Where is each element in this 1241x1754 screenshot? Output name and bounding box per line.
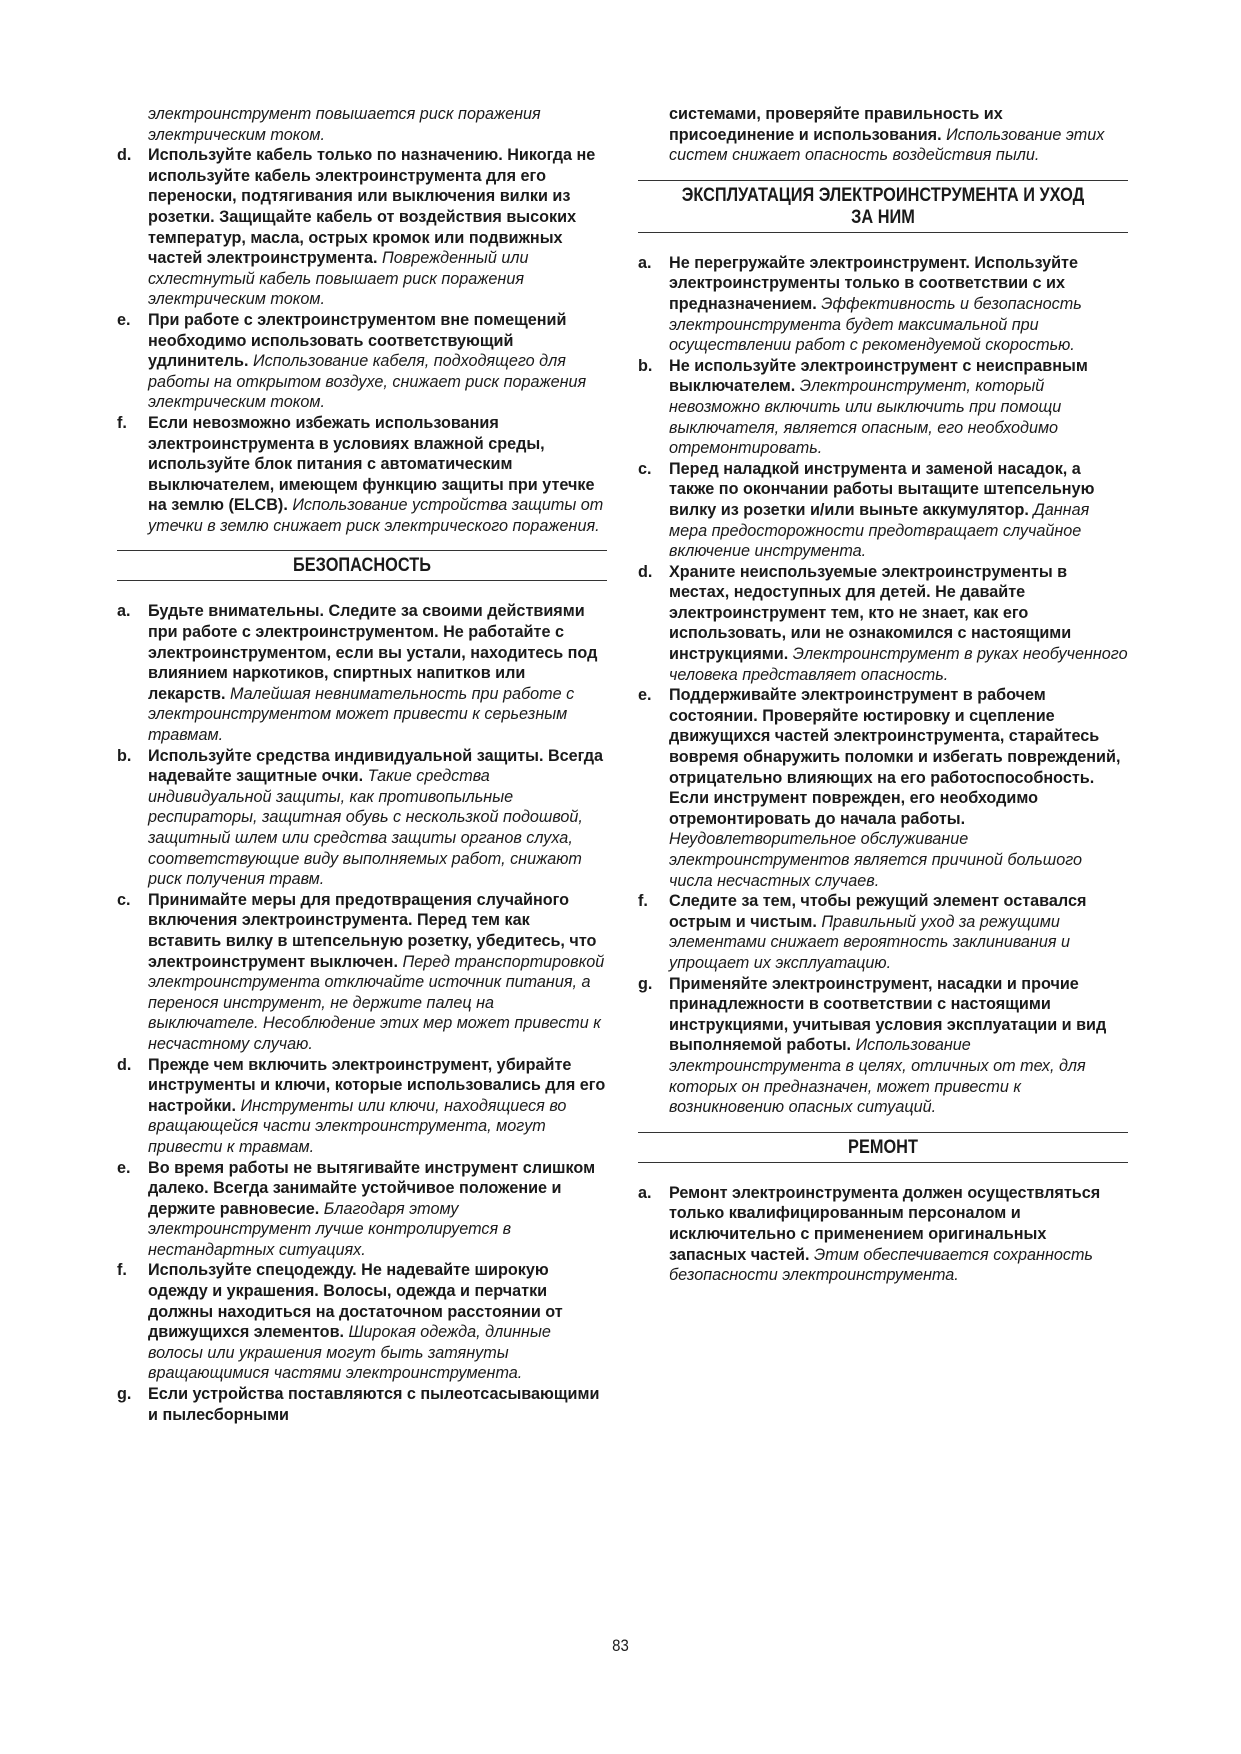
- list-item: [117, 1055, 607, 1158]
- item-letter: f.: [117, 413, 127, 432]
- right-column: [638, 104, 1128, 1286]
- continuation-text: электроинструмент повышается риск поражения электрическим током.: [148, 105, 541, 144]
- list-item: [117, 310, 607, 413]
- list-item: [117, 413, 607, 537]
- item-instruction: Используйте спецодежду. Не надевайте широкую одежду и украшения. Волосы, одежда и перчатки должны находиться на достаточном расстоянии от движущихся элементов.: [148, 1261, 563, 1342]
- item-letter: d.: [117, 146, 132, 165]
- item-letter: f.: [117, 1261, 127, 1280]
- continuation-block: [638, 104, 1128, 166]
- item-explanation: Инструменты или ключи, находящиеся во вращающейся части электроинструмента, могут привести к травмам.: [148, 1096, 567, 1156]
- item-instruction: Храните неиспользуемые электроинструменты в местах, недоступных для детей. Не давайте электроинструмент тем, кто не знает, как его использовать, или не ознакомился с настоящими инструкциями.: [669, 562, 1072, 664]
- section-header: [117, 550, 607, 581]
- item-explanation: Электроинструмент в руках необученного человека представляет опасность.: [669, 645, 1128, 684]
- list-item: [117, 145, 607, 310]
- item-instruction: Применяйте электроинструмент, насадки и прочие принадлежности в соответствии с настоящими инструкциями, учитывая условия эксплуатации и вид выполняемой работы.: [669, 974, 1107, 1055]
- item-instruction: Не перегружайте электроинструмент. Используйте электроинструменты только в соответствии с их предназначением.: [669, 253, 1078, 313]
- item-letter: g.: [638, 974, 653, 993]
- item-instruction: Во время работы не вытягивайте инструмент слишком далеко. Всегда занимайте устойчивое положение и держите равновесие.: [148, 1158, 596, 1218]
- item-letter: g.: [117, 1385, 132, 1404]
- item-explanation: Эффективность и безопасность электроинструмента будет максимальной при осуществлении работ с рекомендуемой скоростью.: [669, 294, 1082, 355]
- item-explanation: Широкая одежда, длинные волосы или украшения могут быть затянуты вращающимися частями электроинструмента.: [148, 1323, 551, 1383]
- section-title: ЭКСПЛУАТАЦИЯ ЭЛЕКТРОИНСТРУМЕНТА И УХОД ЗА НИМ: [681, 184, 1085, 228]
- item-letter: e.: [117, 1158, 131, 1177]
- list-item: [117, 1260, 607, 1384]
- list-item: [638, 562, 1128, 686]
- item-letter: c.: [638, 459, 652, 478]
- repair-items: [638, 1183, 1128, 1286]
- continuation-bold: системами, проверяйте правильность их присоединение и использования.: [669, 105, 1003, 144]
- item-letter: a.: [638, 253, 652, 272]
- section-title: РЕМОНТ: [848, 1136, 918, 1158]
- item-instruction: Перед наладкой инструмента и заменой насадок, а также по окончании работы вытащите штепсельную вилку из розетки и/или выньте аккумулятор.: [669, 459, 1095, 519]
- section-header: [638, 180, 1128, 233]
- item-instruction: Будьте внимательны. Следите за своими действиями при работе с электроинструментом. Не работайте с электроинструментом, если вы устали, находитесь под влиянием наркотиков, спиртных напитков или лекарств.: [148, 602, 598, 703]
- list-item: [117, 1158, 607, 1261]
- page-number: 83: [612, 1636, 629, 1655]
- left-top-items: [117, 145, 607, 536]
- item-instruction: Прежде чем включить электроинструмент, убирайте инструменты и ключи, которые использовались для его настройки.: [148, 1055, 606, 1115]
- item-instruction: Принимайте меры для предотвращения случайного включения электроинструмента. Перед тем как вставить вилку в штепсельную розетку, убедитесь, что электроинструмент выключен.: [148, 890, 597, 971]
- item-explanation: Использование кабеля, подходящего для работы на открытом воздухе, снижает риск поражения электрическим током.: [148, 352, 587, 412]
- item-letter: d.: [638, 562, 653, 581]
- left-column: [117, 104, 607, 1425]
- list-item: [638, 459, 1128, 562]
- item-explanation: Малейшая невнимательность при работе с электроинструментом может привести к серьезным травмам.: [148, 684, 575, 745]
- item-letter: e.: [117, 310, 131, 329]
- item-explanation: Перед транспортировкой электроинструмента отключайте источник питания, а перенося инструмент, не держите палец на выключателе. Несоблюдение этих мер может привести к несчастному случаю.: [148, 952, 605, 1053]
- list-item: [638, 891, 1128, 973]
- item-letter: a.: [638, 1183, 652, 1202]
- item-instruction: При работе с электроинструментом вне помещений необходимо использовать соответствующий удлинитель.: [148, 310, 567, 371]
- item-explanation: Неудовлетворительное обслуживание электроинструментов является причиной большого числа несчастных случаев.: [669, 830, 1083, 890]
- item-instruction: Если устройства поставляются с пылеотсасывающими и пылесборными: [148, 1385, 600, 1424]
- left-safety-items: [117, 601, 607, 1425]
- item-letter: a.: [117, 602, 131, 621]
- item-letter: d.: [117, 1055, 132, 1074]
- list-item: [638, 974, 1128, 1118]
- list-item: [638, 356, 1128, 459]
- item-letter: b.: [638, 356, 653, 375]
- list-item: [117, 746, 607, 890]
- item-instruction: Если невозможно избежать использования электроинструмента в условиях влажной среды, используйте блок питания с автоматическим выключателем, имеющем функцию защиты при утечке на землю (ELCB).: [148, 413, 595, 515]
- item-instruction: Используйте кабель только по назначению. Никогда не используйте кабель электроинструмента для его переноски, подтягивания или выключения вилки из розетки. Защищайте кабель от воздействия высоких температур, масла, острых кромок или подвижных частей электроинструмента.: [148, 146, 596, 268]
- item-instruction: Ремонт электроинструмента должен осуществляться только квалифицированным персоналом и исключительно с применением оригинальных запасных частей.: [669, 1183, 1101, 1264]
- item-explanation: Благодаря этому электроинструмент лучше контролируется в нестандартных ситуациях.: [148, 1199, 512, 1259]
- item-explanation: Правильный уход за режущими элементами снижает вероятность заклинивания и упрощает их эксплуатацию.: [669, 912, 1070, 972]
- item-instruction: Поддерживайте электроинструмент в рабочем состоянии. Проверяйте юстировку и сцепление движущихся частей электроинструмента, старайтесь вовремя обнаружить поломки и избегать повреждений, отрицательно влияющих на его работоспособность. Если инструмент поврежден, его необходимо отремонтировать до начала работы.: [669, 686, 1121, 828]
- item-explanation: Такие средства индивидуальной защиты, как противопыльные респираторы, защитная обувь с нескользкой подошвой, защитный шлем или средства защиты органов слуха, соответствующие виду выполняемых работ, снижают риск получения травм.: [148, 767, 583, 889]
- item-instruction: Используйте средства индивидуальной защиты. Всегда надевайте защитные очки.: [148, 746, 604, 786]
- list-item: [117, 890, 607, 1055]
- item-letter: b.: [117, 746, 132, 765]
- list-item: [638, 1183, 1128, 1286]
- item-explanation: Данная мера предосторожности предотвращает случайное включение инструмента.: [669, 500, 1090, 561]
- item-explanation: Использование устройства защиты от утечки в землю снижает риск электрического поражения.: [148, 496, 604, 535]
- item-explanation: Поврежденный или схлестнутый кабель повышает риск поражения электрическим током.: [148, 249, 529, 309]
- section-header: [638, 1132, 1128, 1163]
- item-letter: c.: [117, 890, 131, 909]
- item-explanation: Этим обеспечивается сохранность безопасности электроинструмента.: [669, 1245, 1093, 1285]
- list-item: [117, 601, 607, 745]
- list-item: [638, 685, 1128, 891]
- item-instruction: Не используйте электроинструмент с неисправным выключателем.: [669, 356, 1088, 396]
- item-explanation: Использование электроинструмента в целях, отличных от тех, для которых он предназначен, может привести к возникновению опасных ситуаций.: [669, 1036, 1086, 1117]
- item-letter: f.: [638, 892, 648, 911]
- list-item: [638, 253, 1128, 356]
- item-explanation: Электроинструмент, который невозможно включить или выключить при помощи выключателя, является опасным, его необходимо отремонтировать.: [669, 377, 1062, 458]
- operation-care-items: [638, 253, 1128, 1118]
- section-title: БЕЗОПАСНОСТЬ: [293, 555, 431, 577]
- list-item: [117, 1384, 607, 1425]
- item-instruction: Следите за тем, чтобы режущий элемент оставался острым и чистым.: [669, 892, 1087, 931]
- continuation-italic: Использование этих систем снижает опасность воздействия пыли.: [669, 125, 1105, 165]
- item-letter: e.: [638, 686, 652, 705]
